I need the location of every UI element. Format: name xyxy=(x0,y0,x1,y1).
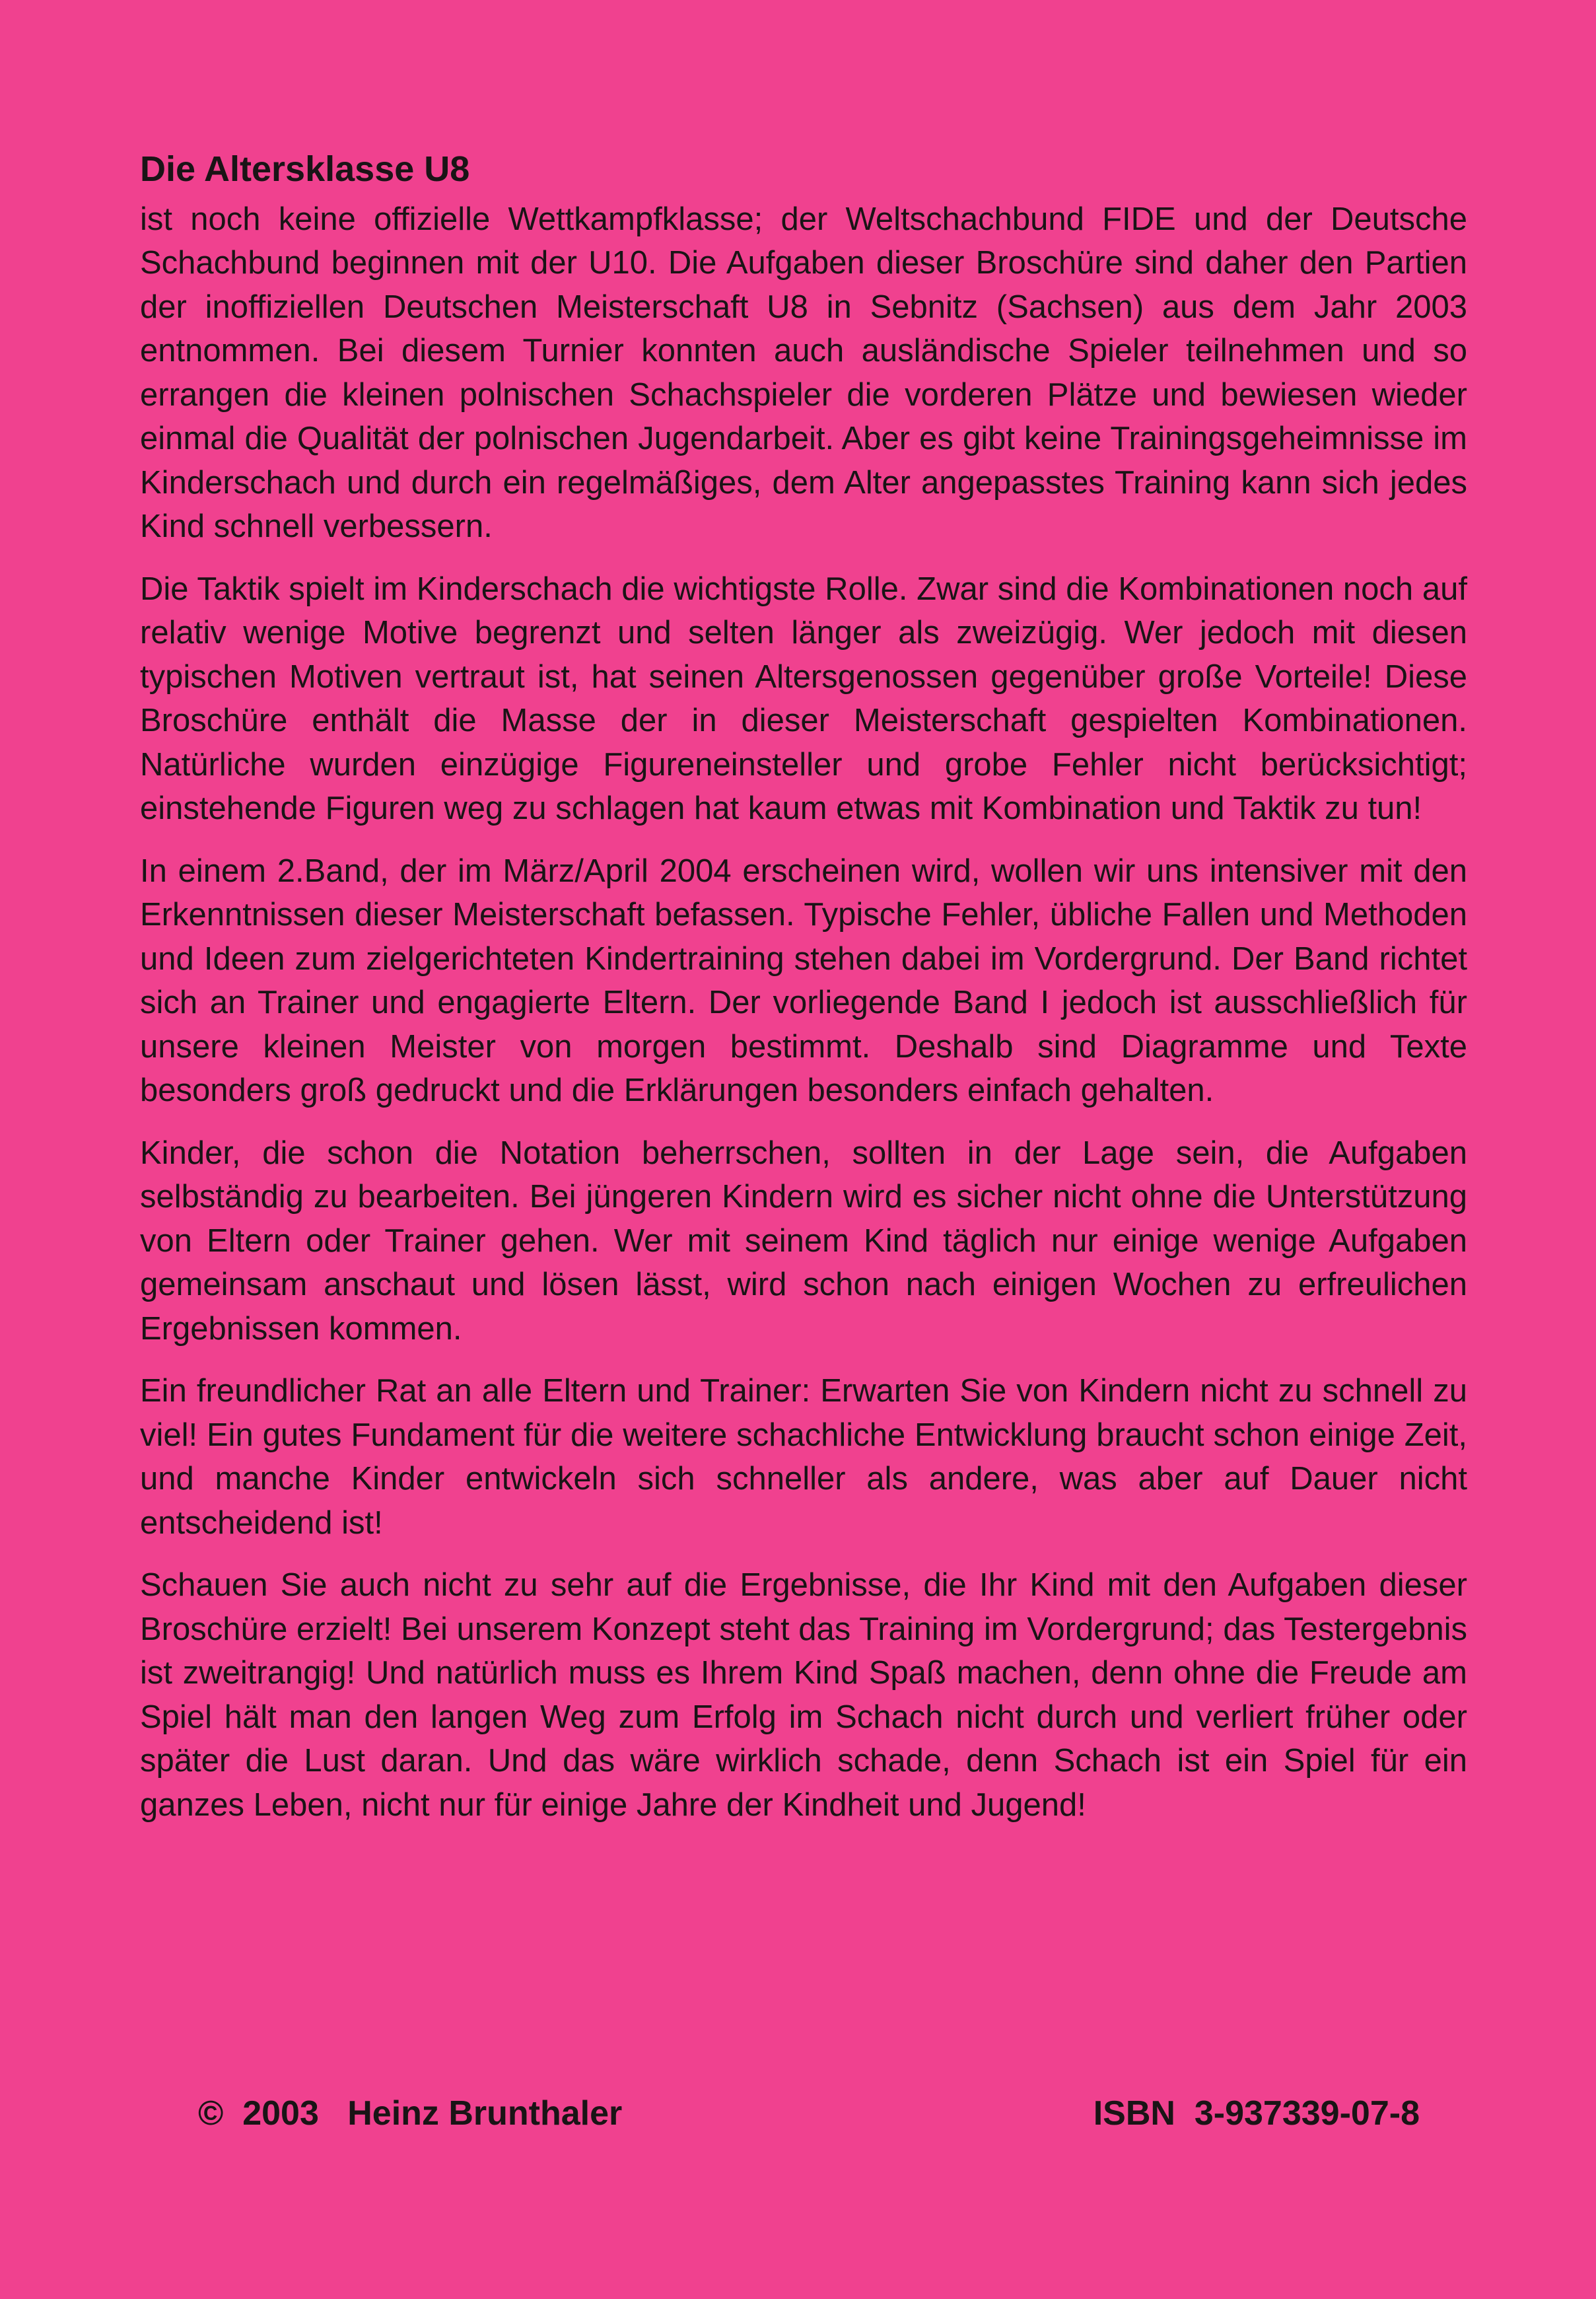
copyright-notice: © 2003 Heinz Brunthaler xyxy=(198,2094,623,2133)
document-title: Die Altersklasse U8 xyxy=(140,149,470,189)
paragraph-1: ist noch keine offizielle Wettkampfklasse; der Weltschachbund FIDE und der Deutsche Schachbund beginnen mit der U10. Die Aufgaben dieser Broschüre sind daher den Partien der inoffiziellen Deutschen Meisterschaft U8 in Sebnitz (Sachsen) aus dem Jahr 2003 entnommen. Bei diesem Turnier konnten auch ausländische Spieler teilnehmen und so errangen die kleinen polnischen Schachspieler die vorderen Plätze und bewiesen wieder einmal die Qualität der polnischen Jugendarbeit. Aber es gibt keine Trainingsgeheimnisse im Kinderschach und durch ein regelmäßiges, dem Alter angepasstes Training kann sich jedes Kind schnell verbessern. xyxy=(140,201,1467,545)
paragraph-2: Die Taktik spielt im Kinderschach die wichtigste Rolle. Zwar sind die Kombinationen noch auf relativ wenige Motive begrenzt und selten länger als zweizügig. Wer jedoch mit diesen typischen Motiven vertraut ist, hat seinen Altersgenossen gegenüber große Vorteile! Diese Broschüre enthält die Masse der in dieser Meisterschaft gespielten Kombinationen. Natürliche wurden einzügige Figureneinsteller und grobe Fehler nicht berücksichtigt; einstehende Figuren weg zu schlagen hat kaum etwas mit Kombination und Taktik zu tun! xyxy=(140,571,1467,827)
paragraph-3: In einem 2.Band, der im März/April 2004 erscheinen wird, wollen wir uns intensiver mit den Erkenntnissen dieser Meisterschaft befassen. Typische Fehler, übliche Fallen und Methoden und Ideen zum zielgerichteten Kindertraining stehen dabei im Vordergrund. Der Band richtet sich an Trainer und engagierte Eltern. Der vorliegende Band I jedoch ist ausschließlich für unsere kleinen Meister von morgen bestimmt. Deshalb sind Diagramme und Texte besonders groß gedruckt und die Erklärungen besonders einfach gehalten. xyxy=(140,853,1467,1109)
isbn-number: ISBN 3-937339-07-8 xyxy=(1093,2094,1420,2133)
paragraph-5: Ein freundlicher Rat an alle Eltern und Trainer: Erwarten Sie von Kindern nicht zu schnell zu viel! Ein gutes Fundament für die weitere schachliche Entwicklung braucht schon einige Zeit, und manche Kinder entwickeln sich schneller als andere, was aber auf Dauer nicht entscheidend ist! xyxy=(140,1373,1467,1541)
document-body xyxy=(140,145,1467,1845)
paragraph-4: Kinder, die schon die Notation beherrschen, sollten in der Lage sein, die Aufgaben selbständig zu bearbeiten. Bei jüngeren Kindern wird es sicher nicht ohne die Unterstützung von Eltern oder Trainer gehen. Wer mit seinem Kind täglich nur einige wenige Aufgaben gemeinsam anschaut und lösen lässt, wird schon nach einigen Wochen zu erfreulichen Ergebnissen kommen. xyxy=(140,1135,1467,1347)
paragraph-6: Schauen Sie auch nicht zu sehr auf die Ergebnisse, die Ihr Kind mit den Aufgaben dieser Broschüre erzielt! Bei unserem Konzept steht das Training im Vordergrund; das Testergebnis ist zweitrangig! Und natürlich muss es Ihrem Kind Spaß machen, denn ohne die Freude am Spiel hält man den langen Weg zum Erfolg im Schach nicht durch und verliert früher oder später die Lust daran. Und das wäre wirklich schade, denn Schach ist ein Spiel für ein ganzes Leben, nicht nur für einige Jahre der Kindheit und Jugend! xyxy=(140,1567,1467,1823)
footer xyxy=(198,2094,1420,2133)
